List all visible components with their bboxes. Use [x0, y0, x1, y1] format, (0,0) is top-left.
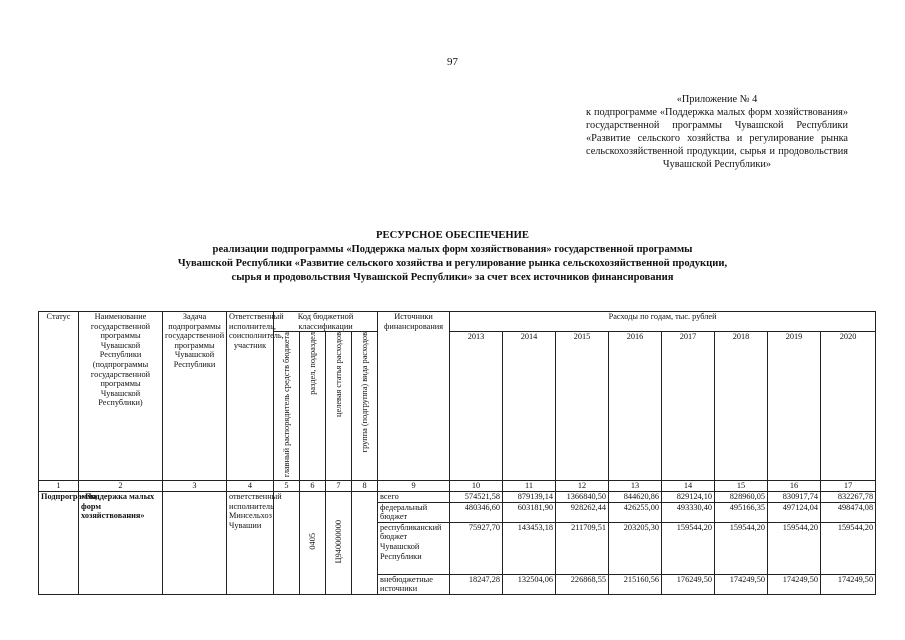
- row-executor: ответственный исполнитель Минсельхоз Чувашии: [227, 491, 274, 594]
- row-status: Подпрограмма: [39, 491, 79, 594]
- value-cell: 498474,08: [821, 502, 876, 522]
- col-number: 3: [163, 480, 227, 491]
- header-name: Наименование государственной программы Чувашской Республики (подпрограммы государственной программы Чувашской Республики): [79, 312, 163, 481]
- value-cell: 480346,60: [450, 502, 503, 522]
- col-number: 8: [352, 480, 378, 491]
- appendix-title: «Приложение № 4: [676, 94, 758, 105]
- heading-line-3: Чувашской Республики «Развитие сельского хозяйства и регулирование рынка сельскохозяйственной продукции,: [177, 258, 728, 269]
- value-cell: 203205,30: [609, 522, 662, 574]
- header-sources: Источники финансирования: [378, 312, 450, 481]
- col-number: 9: [378, 480, 450, 491]
- col-number: 13: [609, 480, 662, 491]
- col-number: 12: [556, 480, 609, 491]
- source-label: федеральный бюджет: [378, 502, 450, 522]
- header-status: Статус: [39, 312, 79, 481]
- year-header: 2017: [662, 332, 715, 481]
- row-code-target: Ц940000000: [326, 491, 352, 594]
- source-label: республиканский бюджет Чувашской Республики: [378, 522, 450, 574]
- appendix-note: [586, 93, 848, 171]
- header-expenses: Расходы по годам, тыс. рублей: [450, 312, 876, 332]
- value-cell: 159544,20: [821, 522, 876, 574]
- value-cell: 174249,50: [768, 574, 821, 594]
- col-number: 4: [227, 480, 274, 491]
- document-heading: [60, 229, 845, 285]
- col-number: 14: [662, 480, 715, 491]
- header-code-group: группа (подгруппа) вида расходов: [352, 332, 378, 481]
- heading-line-1: РЕСУРСНОЕ ОБЕСПЕЧЕНИЕ: [376, 230, 529, 241]
- year-header: 2015: [556, 332, 609, 481]
- value-cell: 159544,20: [768, 522, 821, 574]
- year-header: 2020: [821, 332, 876, 481]
- value-cell: 18247,28: [450, 574, 503, 594]
- column-number-row: [39, 480, 876, 491]
- row-code-section: 0405: [300, 491, 326, 594]
- row-code-grbs: [274, 491, 300, 594]
- value-cell: 832267,78: [821, 491, 876, 502]
- year-header: 2016: [609, 332, 662, 481]
- col-number: 7: [326, 480, 352, 491]
- value-cell: 928262,44: [556, 502, 609, 522]
- value-cell: 1366840,50: [556, 491, 609, 502]
- value-cell: 603181,90: [503, 502, 556, 522]
- table-row: [39, 491, 876, 502]
- header-budget-code: Код бюджетной классификации: [274, 312, 378, 332]
- value-cell: 159544,20: [662, 522, 715, 574]
- header-code-target: целевая статья расходов: [326, 332, 352, 481]
- row-code-group: [352, 491, 378, 594]
- value-cell: 143453,18: [503, 522, 556, 574]
- col-number: 15: [715, 480, 768, 491]
- value-cell: 574521,58: [450, 491, 503, 502]
- value-cell: 879139,14: [503, 491, 556, 502]
- year-header: 2018: [715, 332, 768, 481]
- value-cell: 75927,70: [450, 522, 503, 574]
- header-executor: Ответственный исполнитель, соисполнитель, участник: [227, 312, 274, 481]
- appendix-body: к подпрограмме «Поддержка малых форм хозяйствования» государственной программы Чувашской Республики «Развитие сельского хозяйства и регулирование рынка сельскохозяйственной продукции, сырья и продовольствия Чувашской Республики»: [586, 107, 848, 170]
- value-cell: 226868,55: [556, 574, 609, 594]
- heading-line-2: реализации подпрограммы «Поддержка малых форм хозяйствования» государственной программы: [212, 244, 693, 255]
- value-cell: 174249,50: [715, 574, 768, 594]
- year-header: 2019: [768, 332, 821, 481]
- col-number: 16: [768, 480, 821, 491]
- heading-line-4: сырья и продовольствия Чувашской Республики» за счет всех источников финансирования: [231, 272, 674, 283]
- page-number: 97: [447, 56, 458, 68]
- row-name: «Поддержка малых форм хозяйствования»: [79, 491, 163, 594]
- col-number: 6: [300, 480, 326, 491]
- col-number: 2: [79, 480, 163, 491]
- col-number: 1: [39, 480, 79, 491]
- resource-table: [38, 311, 876, 595]
- value-cell: 159544,20: [715, 522, 768, 574]
- value-cell: 497124,04: [768, 502, 821, 522]
- source-label: внебюджетные источники: [378, 574, 450, 594]
- col-number: 17: [821, 480, 876, 491]
- value-cell: 174249,50: [821, 574, 876, 594]
- col-number: 5: [274, 480, 300, 491]
- value-cell: 211709,51: [556, 522, 609, 574]
- value-cell: 176249,50: [662, 574, 715, 594]
- value-cell: 495166,35: [715, 502, 768, 522]
- col-number: 10: [450, 480, 503, 491]
- value-cell: 493330,40: [662, 502, 715, 522]
- header-code-grbs: главный распорядитель средств бюджета: [274, 332, 300, 481]
- header-code-section: раздел, подраздел: [300, 332, 326, 481]
- value-cell: 132504,06: [503, 574, 556, 594]
- year-header: 2013: [450, 332, 503, 481]
- col-number: 11: [503, 480, 556, 491]
- value-cell: 844620,86: [609, 491, 662, 502]
- value-cell: 830917,74: [768, 491, 821, 502]
- source-label: всего: [378, 491, 450, 502]
- year-header: 2014: [503, 332, 556, 481]
- value-cell: 426255,00: [609, 502, 662, 522]
- value-cell: 215160,56: [609, 574, 662, 594]
- value-cell: 828960,05: [715, 491, 768, 502]
- row-task: [163, 491, 227, 594]
- header-task: Задача подпрограммы государственной программы Чувашской Республики: [163, 312, 227, 481]
- value-cell: 829124,10: [662, 491, 715, 502]
